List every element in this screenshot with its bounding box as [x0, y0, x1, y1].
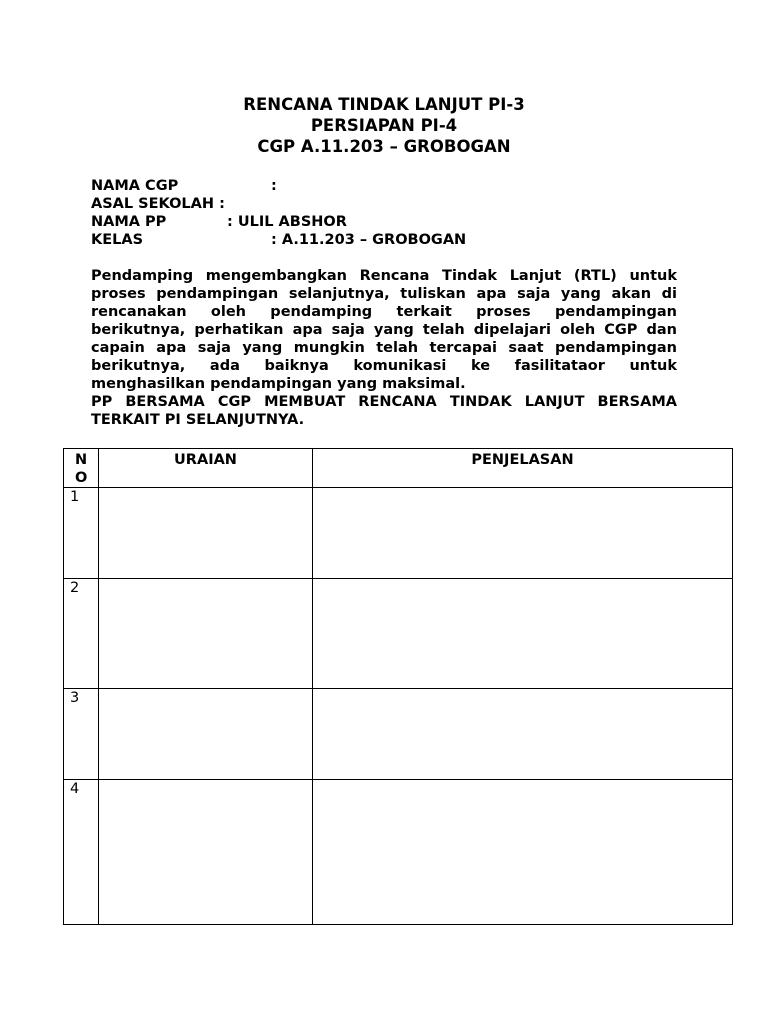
row-number: 3: [64, 689, 99, 780]
table-row: [64, 780, 733, 925]
title-line-2: PERSIAPAN PI-4: [310, 116, 458, 135]
nama-pp-row: [91, 213, 347, 231]
nama-cgp-label: NAMA CGP: [91, 178, 179, 194]
header-uraian: URAIAN: [99, 449, 313, 488]
description-paragraph: Pendamping mengembangkan Rencana Tindak Lanjut (RTL) untuk proses pendampingan selanjutnya, tuliskan apa saja yang akan di rencanakan oleh pendamping terkait proses pendampingan berikutnya, perhatikan apa saja yang telah dipelajari oleh CGP dan capain apa saja yang mungkin telah tercapai saat pendampingan berikutnya, ada baiknya komunikasi ke fasilitataor untuk menghasilkan pendampingan yang maksimal.: [91, 268, 677, 392]
nama-pp-value: : ULIL ABSHOR: [227, 214, 347, 230]
table-row: [64, 689, 733, 780]
instructions-block: [91, 267, 677, 429]
instruction-paragraph: PP BERSAMA CGP MEMBUAT RENCANA TINDAK LANJUT BERSAMA TERKAIT PI SELANJUTNYA.: [91, 394, 677, 428]
rtl-table: [63, 448, 733, 925]
asal-sekolah-row: [91, 195, 225, 213]
uraian-cell[interactable]: [99, 780, 313, 925]
kelas-value: : A.11.203 – GROBOGAN: [271, 232, 467, 248]
kelas-row: [91, 231, 467, 249]
header-penjelasan: PENJELASAN: [313, 449, 733, 488]
title-line-1: RENCANA TINDAK LANJUT PI-3: [243, 95, 525, 114]
nama-cgp-separator: :: [271, 178, 277, 194]
penjelasan-cell[interactable]: [313, 780, 733, 925]
table-header-row: [64, 449, 733, 488]
row-number: 4: [64, 780, 99, 925]
document-title: [0, 94, 768, 157]
penjelasan-cell[interactable]: [313, 579, 733, 689]
uraian-cell[interactable]: [99, 579, 313, 689]
header-no: NO: [64, 449, 99, 488]
uraian-cell[interactable]: [99, 488, 313, 579]
row-number: 2: [64, 579, 99, 689]
table-row: [64, 488, 733, 579]
row-number: 1: [64, 488, 99, 579]
nama-pp-label: NAMA PP: [91, 214, 167, 230]
penjelasan-cell[interactable]: [313, 689, 733, 780]
identity-block: [91, 177, 467, 249]
title-line-3: CGP A.11.203 – GROBOGAN: [257, 137, 511, 156]
nama-cgp-row: [91, 177, 277, 195]
asal-sekolah-label: ASAL SEKOLAH :: [91, 196, 225, 212]
penjelasan-cell[interactable]: [313, 488, 733, 579]
uraian-cell[interactable]: [99, 689, 313, 780]
table-row: [64, 579, 733, 689]
kelas-label: KELAS: [91, 232, 144, 248]
